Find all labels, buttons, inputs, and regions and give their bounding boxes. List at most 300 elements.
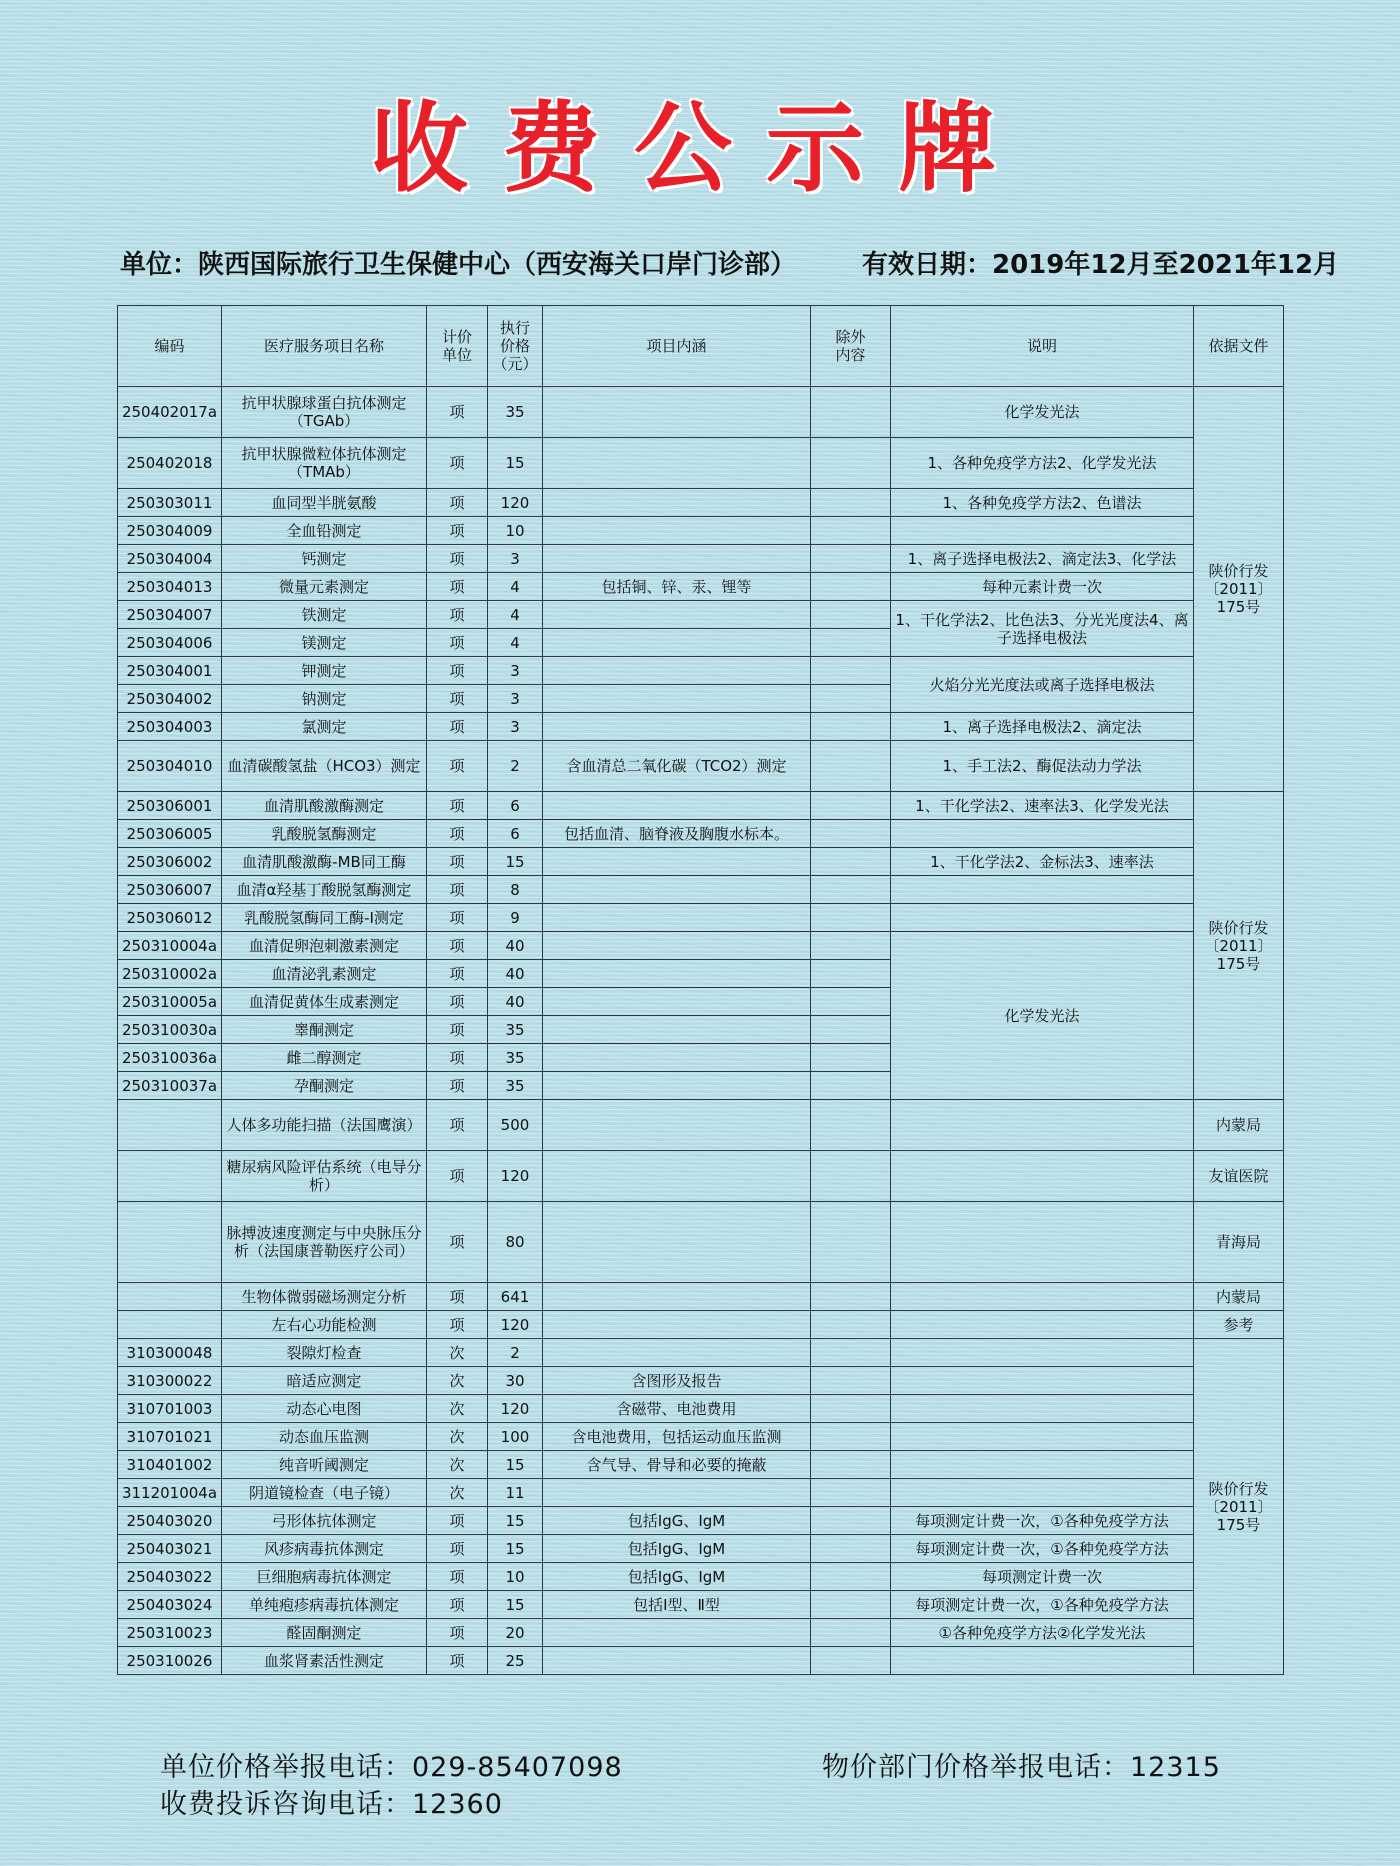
item-code: 250304006 xyxy=(118,629,222,657)
item-content xyxy=(543,1016,811,1044)
item-note xyxy=(891,1100,1194,1151)
col-header-basis: 依据文件 xyxy=(1194,306,1284,387)
item-price: 15 xyxy=(488,1591,543,1619)
item-name: 暗适应测定 xyxy=(222,1367,427,1395)
item-content: 含磁带、电池费用 xyxy=(543,1395,811,1423)
item-name: 生物体微弱磁场测定分析 xyxy=(222,1283,427,1311)
item-unit: 项 xyxy=(427,741,488,792)
col-header-unit: 计价 单位 xyxy=(427,306,488,387)
item-code: 250304009 xyxy=(118,517,222,545)
page-title: 收费公示牌 xyxy=(369,92,1030,206)
item-except xyxy=(811,876,891,904)
item-except xyxy=(811,741,891,792)
item-except xyxy=(811,517,891,545)
item-unit: 项 xyxy=(427,876,488,904)
unit-phone: 单位价格举报电话：029-85407098 xyxy=(160,1752,623,1783)
item-price: 4 xyxy=(488,601,543,629)
item-content: 含气导、骨导和必要的掩蔽 xyxy=(543,1451,811,1479)
item-code: 250306012 xyxy=(118,904,222,932)
item-note xyxy=(891,1367,1194,1395)
item-unit: 项 xyxy=(427,1044,488,1072)
item-code: 250403024 xyxy=(118,1591,222,1619)
item-note: 每项测定计费一次 xyxy=(891,1563,1194,1591)
item-note xyxy=(891,1451,1194,1479)
item-code: 250306007 xyxy=(118,876,222,904)
item-unit: 项 xyxy=(427,848,488,876)
item-price: 35 xyxy=(488,1016,543,1044)
item-note: 1、各种免疫学方法2、色谱法 xyxy=(891,489,1194,517)
item-name: 乳酸脱氢酶测定 xyxy=(222,820,427,848)
col-header-content: 项目内涵 xyxy=(543,306,811,387)
item-name: 左右心功能检测 xyxy=(222,1311,427,1339)
item-code: 250304002 xyxy=(118,685,222,713)
item-note: 1、干化学法2、比色法3、分光光度法4、离子选择电极法 xyxy=(891,601,1194,657)
table-row xyxy=(118,713,1284,741)
item-except xyxy=(811,960,891,988)
item-code: 250306002 xyxy=(118,848,222,876)
table-row xyxy=(118,904,1284,932)
item-code: 250303011 xyxy=(118,489,222,517)
col-header-notes: 说明 xyxy=(891,306,1194,387)
table-row xyxy=(118,1535,1284,1563)
item-price: 15 xyxy=(488,1451,543,1479)
item-price: 15 xyxy=(488,438,543,489)
item-except xyxy=(811,1202,891,1283)
item-code: 250402018 xyxy=(118,438,222,489)
col-header-except: 除外 内容 xyxy=(811,306,891,387)
item-except xyxy=(811,1479,891,1507)
item-except xyxy=(811,988,891,1016)
item-name: 孕酮测定 xyxy=(222,1072,427,1100)
item-content: 包括IgG、IgM xyxy=(543,1507,811,1535)
item-code xyxy=(118,1100,222,1151)
item-code: 250403022 xyxy=(118,1563,222,1591)
item-name: 巨细胞病毒抗体测定 xyxy=(222,1563,427,1591)
item-except xyxy=(811,573,891,601)
item-code xyxy=(118,1202,222,1283)
item-note xyxy=(891,1395,1194,1423)
item-code: 250310036a xyxy=(118,1044,222,1072)
table-row xyxy=(118,792,1284,820)
item-name: 雌二醇测定 xyxy=(222,1044,427,1072)
item-price: 6 xyxy=(488,820,543,848)
item-content xyxy=(543,1151,811,1202)
item-note: 1、各种免疫学方法2、化学发光法 xyxy=(891,438,1194,489)
table-row xyxy=(118,848,1284,876)
item-price: 9 xyxy=(488,904,543,932)
table-row xyxy=(118,1591,1284,1619)
item-unit: 项 xyxy=(427,820,488,848)
basis-document: 内蒙局 xyxy=(1194,1100,1284,1151)
item-content xyxy=(543,438,811,489)
item-content xyxy=(543,904,811,932)
item-price: 120 xyxy=(488,1311,543,1339)
item-price: 3 xyxy=(488,713,543,741)
item-code: 250310005a xyxy=(118,988,222,1016)
item-unit: 项 xyxy=(427,1311,488,1339)
item-content xyxy=(543,1619,811,1647)
item-except xyxy=(811,1367,891,1395)
item-price: 3 xyxy=(488,545,543,573)
item-note xyxy=(891,876,1194,904)
item-content xyxy=(543,1202,811,1283)
item-code: 250306005 xyxy=(118,820,222,848)
item-except xyxy=(811,848,891,876)
item-name: 抗甲状腺微粒体抗体测定（TMAb） xyxy=(222,438,427,489)
item-except xyxy=(811,1647,891,1675)
table-row xyxy=(118,876,1284,904)
item-content xyxy=(543,713,811,741)
item-unit: 项 xyxy=(427,1283,488,1311)
item-code: 250304001 xyxy=(118,657,222,685)
item-content: 含图形及报告 xyxy=(543,1367,811,1395)
col-header-name: 医疗服务项目名称 xyxy=(222,306,427,387)
item-price: 15 xyxy=(488,848,543,876)
item-content: 包括IgG、IgM xyxy=(543,1535,811,1563)
item-unit: 项 xyxy=(427,932,488,960)
item-note: 1、离子选择电极法2、滴定法3、化学法 xyxy=(891,545,1194,573)
item-unit: 项 xyxy=(427,629,488,657)
table-row xyxy=(118,1479,1284,1507)
item-note: 1、干化学法2、速率法3、化学发光法 xyxy=(891,792,1194,820)
item-unit: 项 xyxy=(427,713,488,741)
table-row xyxy=(118,545,1284,573)
item-price: 40 xyxy=(488,988,543,1016)
item-code: 310701021 xyxy=(118,1423,222,1451)
item-unit: 项 xyxy=(427,657,488,685)
item-except xyxy=(811,904,891,932)
item-unit: 项 xyxy=(427,1647,488,1675)
item-except xyxy=(811,1423,891,1451)
item-price: 35 xyxy=(488,387,543,438)
item-name: 氯测定 xyxy=(222,713,427,741)
item-except xyxy=(811,1151,891,1202)
item-name: 血清肌酸激酶-MB同工酶 xyxy=(222,848,427,876)
item-note xyxy=(891,1479,1194,1507)
table-row xyxy=(118,517,1284,545)
item-content xyxy=(543,1339,811,1367)
item-except xyxy=(811,387,891,438)
item-name: 纯音听阈测定 xyxy=(222,1451,427,1479)
item-price: 80 xyxy=(488,1202,543,1283)
item-note xyxy=(891,1423,1194,1451)
item-note xyxy=(891,1202,1194,1283)
item-content: 含血清总二氧化碳（TCO2）测定 xyxy=(543,741,811,792)
item-price: 8 xyxy=(488,876,543,904)
item-name: 钾测定 xyxy=(222,657,427,685)
item-note xyxy=(891,820,1194,848)
item-note xyxy=(891,517,1194,545)
basis-document: 陕价行发 〔2011〕 175号 xyxy=(1194,1339,1284,1675)
item-content xyxy=(543,657,811,685)
item-name: 微量元素测定 xyxy=(222,573,427,601)
item-code xyxy=(118,1151,222,1202)
item-name: 血清促卵泡刺激素测定 xyxy=(222,932,427,960)
item-price: 15 xyxy=(488,1507,543,1535)
item-unit: 项 xyxy=(427,1563,488,1591)
table-row xyxy=(118,1507,1284,1535)
item-except xyxy=(811,1339,891,1367)
item-code: 250304003 xyxy=(118,713,222,741)
item-content: 包括血清、脑脊液及胸腹水标本。 xyxy=(543,820,811,848)
item-content: 包括Ⅰ型、Ⅱ型 xyxy=(543,1591,811,1619)
table-row xyxy=(118,1151,1284,1202)
item-note: 每项测定计费一次，①各种免疫学方法 xyxy=(891,1591,1194,1619)
item-code: 310701003 xyxy=(118,1395,222,1423)
item-except xyxy=(811,601,891,629)
item-name: 血浆肾素活性测定 xyxy=(222,1647,427,1675)
item-except xyxy=(811,685,891,713)
item-except xyxy=(811,1311,891,1339)
table-row xyxy=(118,438,1284,489)
table-row xyxy=(118,1339,1284,1367)
item-name: 血同型半胱氨酸 xyxy=(222,489,427,517)
item-price: 500 xyxy=(488,1100,543,1151)
table-row xyxy=(118,1647,1284,1675)
item-content xyxy=(543,1100,811,1151)
item-content xyxy=(543,932,811,960)
item-name: 血清α羟基丁酸脱氢酶测定 xyxy=(222,876,427,904)
table-row xyxy=(118,1451,1284,1479)
item-note: 1、离子选择电极法2、滴定法 xyxy=(891,713,1194,741)
item-content: 包括IgG、IgM xyxy=(543,1563,811,1591)
table-row xyxy=(118,1100,1284,1151)
basis-document: 友谊医院 xyxy=(1194,1151,1284,1202)
item-name: 弓形体抗体测定 xyxy=(222,1507,427,1535)
item-except xyxy=(811,820,891,848)
item-price: 10 xyxy=(488,517,543,545)
item-note: 1、干化学法2、金标法3、速率法 xyxy=(891,848,1194,876)
item-code: 250304013 xyxy=(118,573,222,601)
item-except xyxy=(811,489,891,517)
item-name: 铁测定 xyxy=(222,601,427,629)
item-note: 化学发光法 xyxy=(891,932,1194,1100)
item-except xyxy=(811,629,891,657)
item-price: 120 xyxy=(488,1395,543,1423)
item-code: 250310023 xyxy=(118,1619,222,1647)
table-row xyxy=(118,1395,1284,1423)
item-content xyxy=(543,876,811,904)
item-note: 1、手工法2、酶促法动力学法 xyxy=(891,741,1194,792)
item-price: 40 xyxy=(488,932,543,960)
item-code: 250306001 xyxy=(118,792,222,820)
item-content xyxy=(543,517,811,545)
table-row xyxy=(118,1311,1284,1339)
item-content xyxy=(543,1072,811,1100)
table-row xyxy=(118,741,1284,792)
item-code: 250304010 xyxy=(118,741,222,792)
item-name: 醛固酮测定 xyxy=(222,1619,427,1647)
item-unit: 项 xyxy=(427,1100,488,1151)
item-note xyxy=(891,1647,1194,1675)
table-row xyxy=(118,932,1284,960)
item-content: 包括铜、锌、汞、锂等 xyxy=(543,573,811,601)
item-code: 250310026 xyxy=(118,1647,222,1675)
item-name: 风疹病毒抗体测定 xyxy=(222,1535,427,1563)
item-content xyxy=(543,1647,811,1675)
item-unit: 项 xyxy=(427,1591,488,1619)
item-content xyxy=(543,629,811,657)
item-price: 11 xyxy=(488,1479,543,1507)
item-except xyxy=(811,657,891,685)
item-price: 120 xyxy=(488,489,543,517)
item-except xyxy=(811,1044,891,1072)
item-price: 10 xyxy=(488,1563,543,1591)
item-name: 阴道镜检查（电子镜） xyxy=(222,1479,427,1507)
table-row xyxy=(118,657,1284,685)
item-except xyxy=(811,932,891,960)
item-name: 裂隙灯检查 xyxy=(222,1339,427,1367)
item-note: 化学发光法 xyxy=(891,387,1194,438)
item-content: 含电池费用，包括运动血压监测 xyxy=(543,1423,811,1451)
item-except xyxy=(811,1507,891,1535)
item-unit: 项 xyxy=(427,792,488,820)
item-code: 250402017a xyxy=(118,387,222,438)
item-name: 血清促黄体生成素测定 xyxy=(222,988,427,1016)
item-price: 3 xyxy=(488,657,543,685)
basis-document: 参考 xyxy=(1194,1311,1284,1339)
valid-date-label: 有效日期：2019年12月至2021年12月 xyxy=(862,250,1340,280)
item-except xyxy=(811,438,891,489)
table-header-row xyxy=(118,306,1284,387)
item-content xyxy=(543,387,811,438)
item-unit: 项 xyxy=(427,988,488,1016)
item-name: 糖尿病风险评估系统（电导分析） xyxy=(222,1151,427,1202)
item-code: 250310030a xyxy=(118,1016,222,1044)
item-except xyxy=(811,1016,891,1044)
item-note: 火焰分光光度法或离子选择电极法 xyxy=(891,657,1194,713)
item-code: 250304004 xyxy=(118,545,222,573)
item-unit: 项 xyxy=(427,545,488,573)
item-content xyxy=(543,960,811,988)
table-row xyxy=(118,820,1284,848)
item-name: 全血铅测定 xyxy=(222,517,427,545)
item-except xyxy=(811,1619,891,1647)
item-content xyxy=(543,685,811,713)
item-price: 100 xyxy=(488,1423,543,1451)
item-code xyxy=(118,1283,222,1311)
item-unit: 项 xyxy=(427,438,488,489)
item-unit: 项 xyxy=(427,573,488,601)
item-name: 脉搏波速度测定与中央脉压分析（法国康普勒医疗公司） xyxy=(222,1202,427,1283)
item-note xyxy=(891,1151,1194,1202)
item-unit: 项 xyxy=(427,489,488,517)
item-except xyxy=(811,1591,891,1619)
item-unit: 项 xyxy=(427,1016,488,1044)
item-content xyxy=(543,601,811,629)
item-price: 15 xyxy=(488,1535,543,1563)
item-unit: 项 xyxy=(427,517,488,545)
item-except xyxy=(811,1395,891,1423)
unit-label: 单位：陕西国际旅行卫生保健中心（西安海关口岸门诊部） xyxy=(120,250,797,280)
item-unit: 项 xyxy=(427,387,488,438)
item-price: 20 xyxy=(488,1619,543,1647)
item-unit: 次 xyxy=(427,1479,488,1507)
item-content xyxy=(543,1283,811,1311)
item-name: 血清泌乳素测定 xyxy=(222,960,427,988)
item-content xyxy=(543,1479,811,1507)
table-row xyxy=(118,573,1284,601)
item-price: 25 xyxy=(488,1647,543,1675)
item-price: 6 xyxy=(488,792,543,820)
item-code xyxy=(118,1311,222,1339)
item-price: 2 xyxy=(488,1339,543,1367)
item-name: 动态血压监测 xyxy=(222,1423,427,1451)
table-row xyxy=(118,1423,1284,1451)
item-name: 人体多功能扫描（法国鹰演） xyxy=(222,1100,427,1151)
item-code: 310300022 xyxy=(118,1367,222,1395)
item-price: 35 xyxy=(488,1072,543,1100)
item-note: 每项测定计费一次，①各种免疫学方法 xyxy=(891,1535,1194,1563)
item-except xyxy=(811,1283,891,1311)
item-except xyxy=(811,1451,891,1479)
item-price: 30 xyxy=(488,1367,543,1395)
item-name: 乳酸脱氢酶同工酶-I测定 xyxy=(222,904,427,932)
item-unit: 项 xyxy=(427,1202,488,1283)
item-except xyxy=(811,1100,891,1151)
fee-table xyxy=(117,305,1284,1675)
item-except xyxy=(811,545,891,573)
col-header-code: 编码 xyxy=(118,306,222,387)
item-content xyxy=(543,545,811,573)
item-name: 抗甲状腺球蛋白抗体测定（TGAb） xyxy=(222,387,427,438)
item-price: 120 xyxy=(488,1151,543,1202)
item-except xyxy=(811,1535,891,1563)
item-except xyxy=(811,1563,891,1591)
item-note xyxy=(891,1283,1194,1311)
item-note: ①各种免疫学方法②化学发光法 xyxy=(891,1619,1194,1647)
item-content xyxy=(543,489,811,517)
item-code: 310300048 xyxy=(118,1339,222,1367)
item-price: 4 xyxy=(488,573,543,601)
item-unit: 次 xyxy=(427,1423,488,1451)
item-code: 250403020 xyxy=(118,1507,222,1535)
item-code: 310401002 xyxy=(118,1451,222,1479)
item-unit: 次 xyxy=(427,1451,488,1479)
item-unit: 项 xyxy=(427,904,488,932)
item-unit: 项 xyxy=(427,601,488,629)
item-price: 2 xyxy=(488,741,543,792)
item-name: 血清肌酸激酶测定 xyxy=(222,792,427,820)
table-row xyxy=(118,601,1284,629)
price-dept-phone: 物价部门价格举报电话：12315 xyxy=(822,1752,1221,1783)
item-unit: 次 xyxy=(427,1339,488,1367)
table-row xyxy=(118,489,1284,517)
item-name: 钠测定 xyxy=(222,685,427,713)
table-row xyxy=(118,1283,1284,1311)
item-code: 250310004a xyxy=(118,932,222,960)
item-unit: 项 xyxy=(427,1151,488,1202)
item-note: 每种元素计费一次 xyxy=(891,573,1194,601)
item-price: 40 xyxy=(488,960,543,988)
item-name: 单纯疱疹病毒抗体测定 xyxy=(222,1591,427,1619)
item-except xyxy=(811,1072,891,1100)
item-unit: 项 xyxy=(427,1619,488,1647)
item-price: 35 xyxy=(488,1044,543,1072)
basis-document: 陕价行发 〔2011〕 175号 xyxy=(1194,387,1284,792)
table-row xyxy=(118,1619,1284,1647)
item-unit: 项 xyxy=(427,1507,488,1535)
item-note xyxy=(891,1311,1194,1339)
item-note: 每项测定计费一次，①各种免疫学方法 xyxy=(891,1507,1194,1535)
basis-document: 内蒙局 xyxy=(1194,1283,1284,1311)
complaint-phone: 收费投诉咨询电话：12360 xyxy=(160,1789,503,1820)
item-unit: 次 xyxy=(427,1395,488,1423)
item-name: 镁测定 xyxy=(222,629,427,657)
item-unit: 项 xyxy=(427,1535,488,1563)
item-price: 4 xyxy=(488,629,543,657)
item-price: 641 xyxy=(488,1283,543,1311)
